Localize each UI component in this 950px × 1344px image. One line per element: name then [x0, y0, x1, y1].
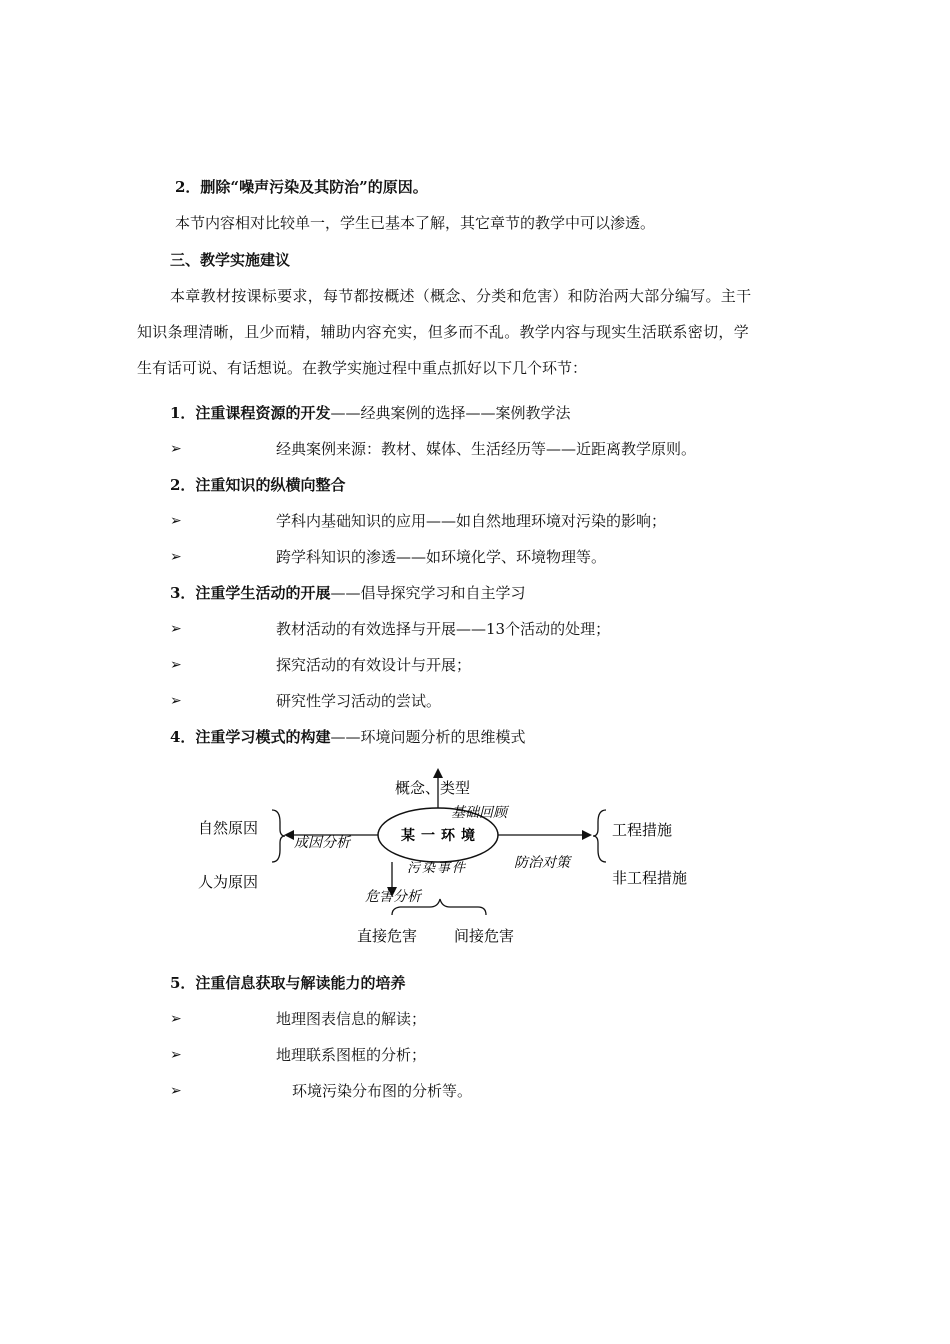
left-b: 人为原因	[198, 873, 259, 891]
point-2-heading: 2．删除“噪声污染及其防治”的原因。	[175, 178, 428, 196]
bullet-arrow-icon: ➢	[170, 549, 182, 565]
bullet-item: 环境污染分布图的分析等。	[292, 1082, 473, 1100]
item-title: 3．注重学生活动的开展	[170, 584, 331, 602]
item-title: 5．注重信息获取与解读能力的培养	[170, 974, 406, 992]
item-subtitle: ——经典案例的选择——案例教学法	[330, 404, 571, 422]
thinking-model-diagram	[0, 765, 950, 975]
right-a: 工程措施	[612, 821, 673, 839]
bullet-item: 教材活动的有效选择与开展——13个活动的处理；	[276, 620, 611, 638]
top-label: 概念、类型	[395, 779, 471, 797]
bullet-item: 研究性学习活动的尝试。	[276, 692, 442, 710]
bullet-arrow-icon: ➢	[170, 441, 182, 457]
left-label: 成因分析	[294, 835, 350, 851]
paragraph-line: 生有话可说、有话想说。在教学实施过程中重点抓好以下几个环节：	[137, 359, 588, 377]
item-1	[170, 403, 570, 423]
bullet-item: 地理联系图框的分析；	[276, 1046, 427, 1064]
center-label: 某一环境	[401, 828, 481, 844]
item-5	[170, 973, 405, 993]
bullet-item: 学科内基础知识的应用——如自然地理环境对污染的影响；	[276, 512, 667, 530]
arrow-up-icon	[433, 768, 443, 778]
paragraph-line: 本章教材按课标要求，每节都按概述（概念、分类和危害）和防治两大部分编写。主干	[170, 287, 752, 305]
bullet-item: 探究活动的有效设计与开展；	[276, 656, 472, 674]
item-4	[170, 727, 525, 747]
right-label: 防治对策	[514, 855, 570, 871]
item-subtitle: ——环境问题分析的思维模式	[330, 728, 526, 746]
right-b: 非工程措施	[612, 869, 688, 887]
bullet-item: 经典案例来源：教材、媒体、生活经历等——近距离教学原则。	[276, 440, 697, 458]
bullet-arrow-icon: ➢	[170, 1083, 182, 1099]
item-title: 2．注重知识的纵横向整合	[170, 476, 346, 494]
bullet-arrow-icon: ➢	[170, 657, 182, 673]
bullet-item: 地理图表信息的解读；	[276, 1010, 427, 1028]
item-title: 1．注重课程资源的开发	[170, 404, 331, 422]
bullet-item: 跨学科知识的渗透——如环境化学、环境物理等。	[276, 548, 607, 566]
item-3	[170, 583, 525, 603]
arrow-right-icon	[582, 830, 592, 840]
left-brace	[272, 810, 285, 862]
section-heading: 三、教学实施建议	[170, 251, 291, 269]
bottom-a: 直接危害	[357, 927, 418, 945]
top-sub-label: 基础回顾	[451, 805, 507, 821]
paragraph-line: 知识条理清晰，且少而精，辅助内容充实，但多而不乱。教学内容与现实生活联系密切，学	[137, 323, 750, 341]
bullet-arrow-icon: ➢	[170, 513, 182, 529]
bullet-arrow-icon: ➢	[170, 693, 182, 709]
left-a: 自然原因	[198, 819, 259, 837]
bullet-arrow-icon: ➢	[170, 1047, 182, 1063]
bottom-b: 间接危害	[454, 927, 515, 945]
item-title: 4．注重学习模式的构建	[170, 728, 331, 746]
right-brace	[593, 810, 606, 862]
bullet-arrow-icon: ➢	[170, 621, 182, 637]
arrow-left-icon	[284, 830, 294, 840]
bottom-label: 危害分析	[365, 889, 421, 905]
item-subtitle: ——倡导探究学习和自主学习	[330, 584, 526, 602]
item-2	[170, 475, 345, 495]
paragraph: 本节内容相对比较单一，学生已基本了解，其它章节的教学中可以渗透。	[175, 214, 656, 232]
bullet-arrow-icon: ➢	[170, 1011, 182, 1027]
bottom-inner-label: 污染事件	[407, 861, 468, 876]
